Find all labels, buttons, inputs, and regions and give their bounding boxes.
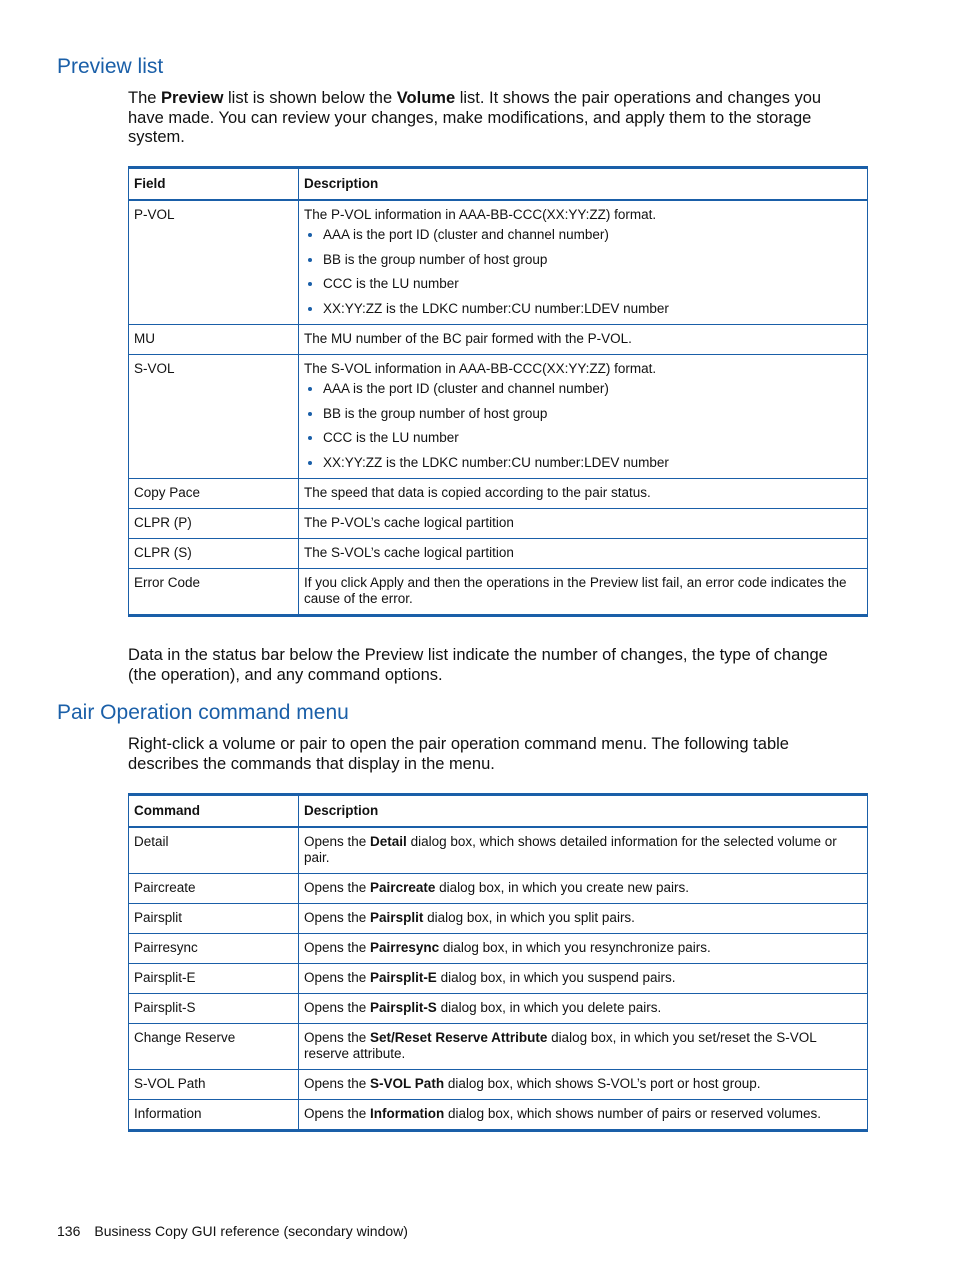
table-row xyxy=(129,569,868,616)
description-cell: Opens the Pairsplit dialog box, in which you split pairs. xyxy=(299,904,868,934)
description-cell: Opens the Pairsplit-S dialog box, in which you delete pairs. xyxy=(299,994,868,1024)
description-cell: Opens the Pairsplit-E dialog box, in which you suspend pairs. xyxy=(299,964,868,994)
description-cell: The P-VOL information in AAA-BB-CCC(XX:YY:ZZ) format. • AAA is the port ID (cluster and channel number) • BB is the group number of host group • CCC is the LU number • XX:YY:ZZ is the LDKC number:CU number:LDEV number xyxy=(299,200,868,325)
table-row xyxy=(129,479,868,509)
field-cell: P-VOL xyxy=(129,200,299,325)
command-cell: Information xyxy=(129,1100,299,1131)
table-row xyxy=(129,200,868,325)
command-cell: S-VOL Path xyxy=(129,1070,299,1100)
table-row xyxy=(129,1100,868,1131)
page-footer xyxy=(57,1223,408,1239)
list-item: • AAA is the port ID (cluster and channel number) xyxy=(323,381,862,398)
bullet-list xyxy=(304,227,862,317)
description-cell: Opens the Pairresync dialog box, in which you resynchronize pairs. xyxy=(299,934,868,964)
list-item: • XX:YY:ZZ is the LDKC number:CU number:LDEV number xyxy=(323,301,862,318)
table-row xyxy=(129,904,868,934)
column-header-description: Description xyxy=(299,795,868,828)
description-cell: Opens the S-VOL Path dialog box, which shows S-VOL’s port or host group. xyxy=(299,1070,868,1100)
table-row xyxy=(129,1070,868,1100)
description-cell: Opens the Set/Reset Reserve Attribute dialog box, in which you set/reset the S-VOL reserve attribute. xyxy=(299,1024,868,1070)
command-cell: Change Reserve xyxy=(129,1024,299,1070)
list-item: • BB is the group number of host group xyxy=(323,252,862,269)
preview-intro-paragraph: The Preview list is shown below the Volume list. It shows the pair operations and changes you have made. You can review your changes, make modifications, and apply them to the storage system. xyxy=(128,89,822,146)
commands-table xyxy=(128,793,868,1132)
command-cell: Detail xyxy=(129,827,299,874)
list-item: • XX:YY:ZZ is the LDKC number:CU number:LDEV number xyxy=(323,455,862,472)
table-row xyxy=(129,509,868,539)
command-cell: Paircreate xyxy=(129,874,299,904)
list-item: • AAA is the port ID (cluster and channel number) xyxy=(323,227,862,244)
table-row xyxy=(129,934,868,964)
table-row xyxy=(129,994,868,1024)
command-cell: Pairsplit-E xyxy=(129,964,299,994)
table-row xyxy=(129,539,868,569)
field-cell: CLPR (S) xyxy=(129,539,299,569)
table-row xyxy=(129,964,868,994)
page-number: 136 xyxy=(57,1223,81,1239)
description-cell: The S-VOL information in AAA-BB-CCC(XX:YY:ZZ) format. • AAA is the port ID (cluster and channel number) • BB is the group number of host group • CCC is the LU number • XX:YY:ZZ is the LDKC number:CU number:LDEV number xyxy=(299,355,868,479)
column-header-command: Command xyxy=(129,795,299,828)
description-cell: The S-VOL’s cache logical partition xyxy=(299,539,868,569)
field-cell: CLPR (P) xyxy=(129,509,299,539)
preview-fields-table xyxy=(128,166,868,617)
table-row xyxy=(129,827,868,874)
description-cell: The speed that data is copied according to the pair status. xyxy=(299,479,868,509)
section-heading-pair-operation-menu: Pair Operation command menu xyxy=(57,701,349,724)
table-row xyxy=(129,874,868,904)
command-cell: Pairsplit-S xyxy=(129,994,299,1024)
field-cell: Copy Pace xyxy=(129,479,299,509)
footer-title: Business Copy GUI reference (secondary window) xyxy=(94,1223,408,1239)
command-cell: Pairresync xyxy=(129,934,299,964)
table-header-row xyxy=(129,795,868,828)
table-row xyxy=(129,355,868,479)
command-cell: Pairsplit xyxy=(129,904,299,934)
description-cell: Opens the Information dialog box, which shows number of pairs or reserved volumes. xyxy=(299,1100,868,1131)
column-header-field: Field xyxy=(129,168,299,201)
description-cell: Opens the Paircreate dialog box, in which you create new pairs. xyxy=(299,874,868,904)
section-heading-preview-list: Preview list xyxy=(57,55,164,78)
table-row xyxy=(129,325,868,355)
status-bar-paragraph: Data in the status bar below the Preview list indicate the number of changes, the type of change (the operation), and any command options. xyxy=(128,646,828,684)
field-cell: Error Code xyxy=(129,569,299,616)
field-cell: S-VOL xyxy=(129,355,299,479)
list-item: • CCC is the LU number xyxy=(323,430,862,447)
table-header-row xyxy=(129,168,868,201)
description-cell: If you click Apply and then the operations in the Preview list fail, an error code indicates the cause of the error. xyxy=(299,569,868,616)
column-header-description: Description xyxy=(299,168,868,201)
pair-operation-intro-paragraph: Right-click a volume or pair to open the pair operation command menu. The following table describes the commands that display in the menu. xyxy=(128,735,789,773)
description-cell: Opens the Detail dialog box, which shows detailed information for the selected volume or pair. xyxy=(299,827,868,874)
bullet-list xyxy=(304,381,862,471)
description-cell: The P-VOL’s cache logical partition xyxy=(299,509,868,539)
description-cell: The MU number of the BC pair formed with the P-VOL. xyxy=(299,325,868,355)
field-cell: MU xyxy=(129,325,299,355)
list-item: • CCC is the LU number xyxy=(323,276,862,293)
table-row xyxy=(129,1024,868,1070)
list-item: • BB is the group number of host group xyxy=(323,406,862,423)
